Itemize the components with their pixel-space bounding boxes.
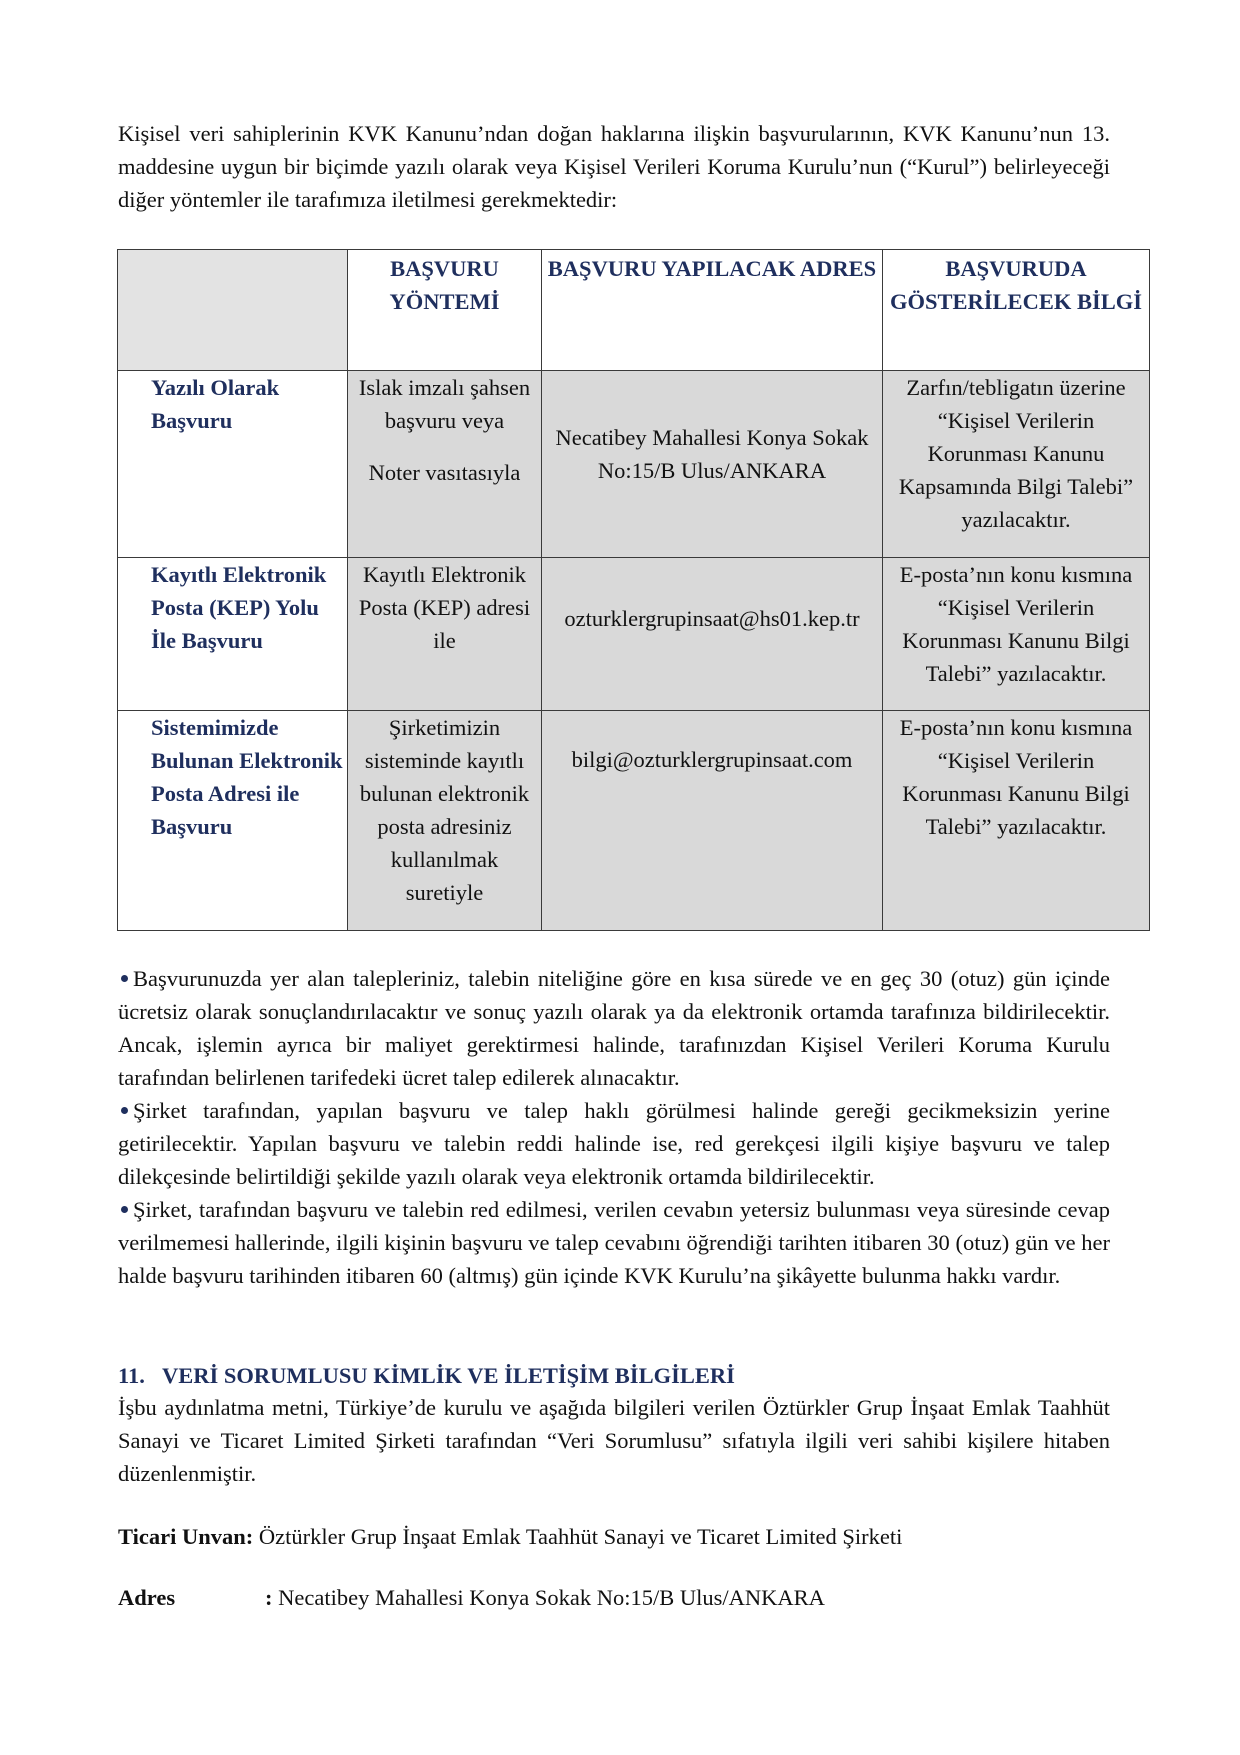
header-blank-cell: [118, 250, 348, 371]
method-extra-text: Noter vasıtasıyla: [368, 460, 521, 485]
address-cell: bilgi@ozturklergrupinsaat.com: [542, 711, 883, 931]
section-heading: [118, 1359, 1110, 1392]
bullet-icon: [121, 975, 128, 982]
company-title-label: Ticari Unvan:: [118, 1524, 254, 1549]
company-title-value: Öztürkler Grup İnşaat Emlak Taahhüt Sanayi ve Ticaret Limited Şirketi: [258, 1524, 903, 1549]
header-info: BAŞVURUDA GÖSTERİLECEK BİLGİ: [883, 250, 1150, 371]
table-row: [118, 711, 1150, 931]
method-cell: Kayıtlı Elektronik Posta (KEP) adresi ile: [348, 558, 542, 711]
list-item: Başvurunuzda yer alan talepleriniz, talebin niteliğine göre en kısa sürede ve en geç 30 (otuz) gün içinde ücretsiz olarak sonuçlandırılacaktır ve sonuç yazılı olarak ya da elektronik ortamda tarafınıza bildirilecektir. Ancak, işlemin ayrıca bir maliyet gerektirmesi halinde, tarafınızdan Kişisel Verileri Koruma Kurulu tarafından belirlenen tarifedeki ücret talep edilerek alınacaktır.: [118, 966, 1110, 1090]
section-body: İşbu aydınlatma metni, Türkiye’de kurulu ve aşağıda bilgileri verilen Öztürkler Grup İnşaat Emlak Taahhüt Sanayi ve Ticaret Limited Şirketi tarafından “Veri Sorumlusu” sıfatıyla ilgili veri sahibi kişilere hitaben düzenlenmiştir.: [118, 1395, 1110, 1486]
method-text: Islak imzalı şahsen başvuru veya: [358, 375, 531, 433]
row-label: Sistemimizde Bulunan Elektronik Posta Adresi ile Başvuru: [118, 711, 348, 931]
row-label: Yazılı Olarak Başvuru: [118, 371, 348, 558]
info-cell: Zarfın/tebligatın üzerine “Kişisel Verilerin Korunması Kanunu Kapsamında Bilgi Talebi” yazılacaktır.: [883, 371, 1150, 558]
list-item: Şirket, tarafından başvuru ve talebin red edilmesi, verilen cevabın yetersiz bulunması veya süresinde cevap verilmemesi hallerinde, ilgili kişinin başvuru ve talep cevabını öğrendiği tarihten itibaren 30 (otuz) gün ve her halde başvuru tarihinden itibaren 60 (altmış) gün içinde KVK Kurulu’na şikâyette bulunma hakkı vardır.: [118, 1197, 1110, 1288]
address-cell: ozturklergrupinsaat@hs01.kep.tr: [542, 558, 883, 711]
company-address-label: Adres: [118, 1585, 176, 1610]
row-label: Kayıtlı Elektronik Posta (KEP) Yolu İle Başvuru: [118, 558, 348, 711]
table-header-row: [118, 250, 1150, 371]
method-cell: Şirketimizin sisteminde kayıtlı bulunan elektronik posta adresiniz kullanılmak suretiyle: [348, 711, 542, 931]
method-cell: [348, 371, 542, 558]
table-row: [118, 558, 1150, 711]
application-methods-table: [117, 249, 1150, 931]
bullet-list: [118, 962, 1110, 1292]
company-address-separator: :: [265, 1585, 273, 1610]
header-method: BAŞVURU YÖNTEMİ: [348, 250, 542, 371]
section-title: VERİ SORUMLUSU KİMLİK VE İLETİŞİM BİLGİLERİ: [162, 1363, 735, 1388]
info-cell: E-posta’nın konu kısmına “Kişisel Verilerin Korunması Kanunu Bilgi Talebi” yazılacaktır.: [883, 711, 1150, 931]
list-item: Şirket tarafından, yapılan başvuru ve talep haklı görülmesi halinde gereği gecikmeksizin yerine getirilecektir. Yapılan başvuru ve talebin reddi halinde ise, red gerekçesi ilgili kişiye başvuru ve talep dilekçesinde belirtildiği şekilde yazılı olarak veya elektronik ortamda bildirilecektir.: [118, 1098, 1110, 1189]
company-address-line: [118, 1581, 1110, 1614]
section-number: 11.: [118, 1363, 145, 1388]
company-address-value: Necatibey Mahallesi Konya Sokak No:15/B Ulus/ANKARA: [278, 1585, 825, 1610]
bullet-icon: [121, 1206, 128, 1213]
table-row: [118, 371, 1150, 558]
company-title-line: [118, 1520, 1110, 1553]
bullet-icon: [121, 1107, 128, 1114]
address-cell: Necatibey Mahallesi Konya Sokak No:15/B Ulus/ANKARA: [542, 371, 883, 558]
info-cell: E-posta’nın konu kısmına “Kişisel Verilerin Korunması Kanunu Bilgi Talebi” yazılacaktır.: [883, 558, 1150, 711]
intro-paragraph: Kişisel veri sahiplerinin KVK Kanunu’ndan doğan haklarına ilişkin başvurularının, KVK Kanunu’nun 13. maddesine uygun bir biçimde yazılı olarak veya Kişisel Verileri Koruma Kurulu’nun (“Kurul”) belirleyeceği diğer yöntemler ile tarafımıza iletilmesi gerekmektedir:: [118, 121, 1110, 212]
header-address: BAŞVURU YAPILACAK ADRES: [542, 250, 883, 371]
